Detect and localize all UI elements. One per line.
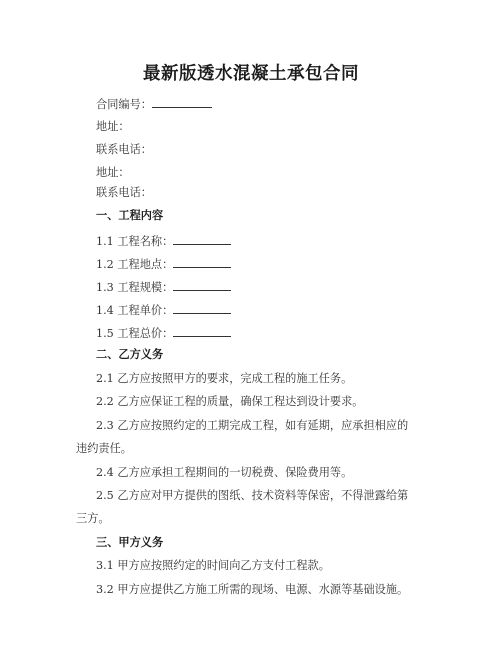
section2-line: 三方。	[76, 512, 110, 525]
phone-field-1	[96, 143, 152, 157]
address-field-1	[96, 120, 130, 134]
item-blank	[173, 233, 231, 245]
section1-item	[96, 325, 231, 341]
section1-item	[96, 256, 231, 272]
section2-line: 2.3 乙方应按照约定的工期完成工程，如有延期，应承担相应的	[96, 419, 409, 432]
section2-heading: 二、乙方义务	[96, 348, 164, 361]
contract-number-blank	[152, 96, 212, 108]
section2-line: 2.2 乙方应保证工程的质量，确保工程达到设计要求。	[96, 395, 364, 408]
item-blank	[173, 256, 231, 268]
section2-line: 2.4 乙方应承担工程期间的一切税费、保险费用等。	[96, 466, 353, 479]
contract-number-label: 合同编号：	[96, 98, 152, 111]
section2-line: 违约责任。	[76, 442, 132, 455]
item-label: 1.4 工程单价：	[96, 304, 174, 317]
section3-line: 3.1 甲方应按照约定的时间向乙方支付工程款。	[96, 559, 330, 572]
item-label: 1.1 工程名称：	[96, 235, 174, 248]
section1-item	[96, 302, 231, 318]
phone-field-2	[96, 186, 152, 200]
item-blank	[173, 325, 231, 337]
address-label-2: 地址：	[96, 166, 130, 179]
item-label: 1.5 工程总价：	[96, 327, 174, 340]
section1-heading: 一、工程内容	[96, 209, 164, 222]
address-field-2	[96, 166, 130, 180]
phone-label-2: 联系电话：	[96, 186, 152, 199]
address-label-1: 地址：	[96, 120, 130, 133]
phone-label-1: 联系电话：	[96, 143, 152, 156]
item-blank	[173, 302, 231, 314]
section3-heading: 三、甲方义务	[96, 536, 164, 549]
page-title: 最新版透水混凝土承包合同	[143, 64, 359, 84]
item-label: 1.2 工程地点：	[96, 258, 174, 271]
section2-line: 2.1 乙方应按照甲方的要求，完成工程的施工任务。	[96, 372, 353, 385]
section1-item	[96, 279, 231, 295]
item-label: 1.3 工程规模：	[96, 281, 174, 294]
section2-line: 2.5 乙方应对甲方提供的图纸、技术资料等保密，不得泄露给第	[96, 489, 409, 502]
contract-number-field	[96, 96, 212, 112]
item-blank	[173, 279, 231, 291]
section3-line: 3.2 甲方应提供乙方施工所需的现场、电源、水源等基础设施。	[96, 583, 409, 596]
section1-item	[96, 233, 231, 249]
